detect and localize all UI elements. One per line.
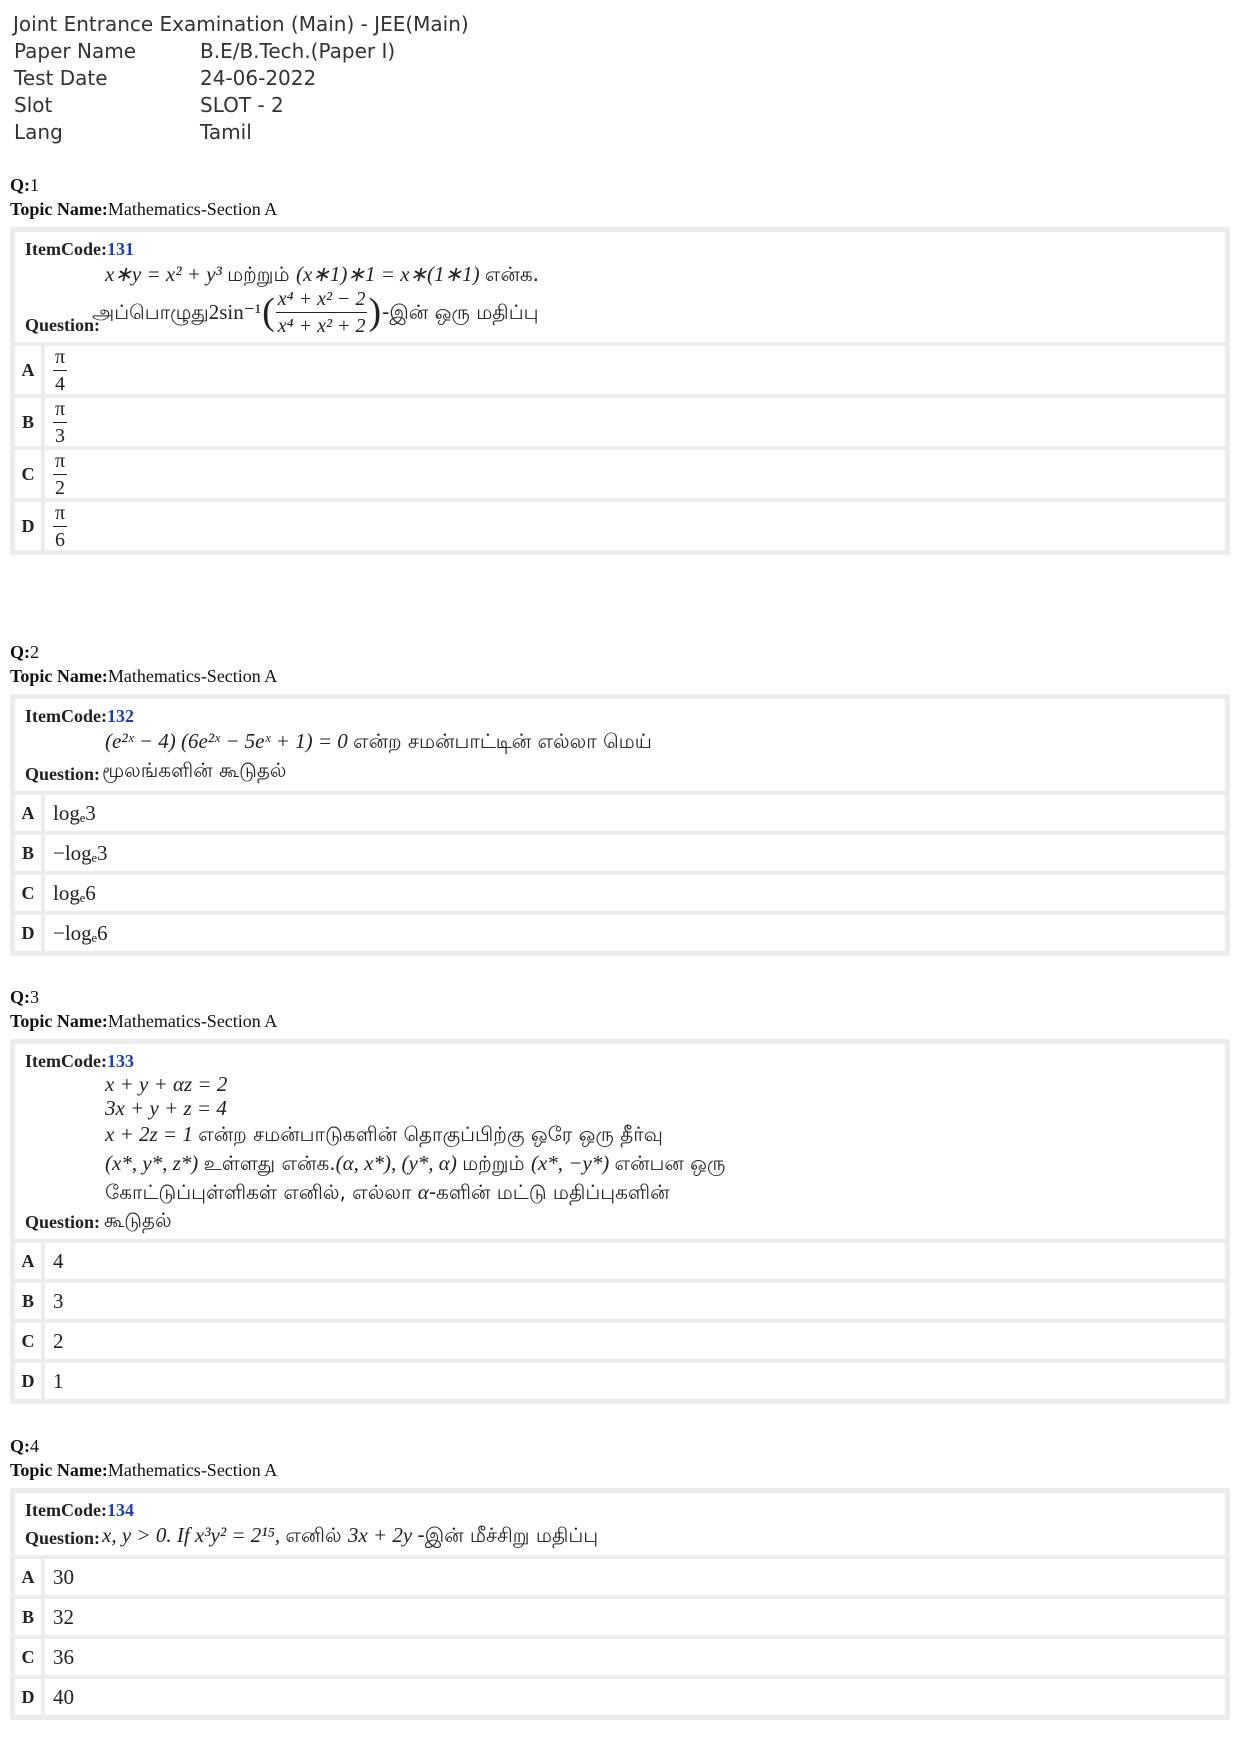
question-row [15, 1493, 1225, 1555]
option-value: 36 [53, 1644, 74, 1669]
topic-name: Topic Name:Mathematics-Section A [10, 1460, 278, 1480]
option-row[interactable] [15, 498, 1225, 550]
info-row [13, 92, 395, 119]
option-value: 1 [53, 1368, 64, 1393]
question-block-2 [10, 640, 1230, 956]
question-box [10, 1488, 1230, 1720]
question-box [10, 227, 1230, 555]
option-value: logₑ3 [53, 800, 96, 825]
option-value: $\frac{\pi}{3}$ [55, 397, 66, 447]
question-label: Question: [25, 764, 101, 784]
option-row[interactable] [15, 342, 1225, 394]
topic-name: Topic Name:Mathematics-Section A [10, 1011, 278, 1031]
option-letter: D [15, 502, 45, 550]
info-value: Tamil [200, 120, 252, 144]
option-row[interactable] [15, 791, 1225, 831]
question-row [15, 1044, 1225, 1239]
option-value: −logₑ6 [53, 920, 108, 945]
info-key: Test Date [14, 66, 108, 90]
question-statement-line: (x*, y*, z*) உள்ளது என்க.(α, x*), (y*, α) மற்றும் (x*, −y*) என்பன ஒரு [105, 1151, 726, 1175]
fraction: $\frac{\text{x⁴ + x² − 2}}{\text{x⁴ + x² + 2}}$ [277, 288, 366, 337]
question-block-1 [10, 173, 1230, 555]
item-code: ItemCode:132 [25, 706, 134, 726]
option-row[interactable] [15, 1555, 1225, 1595]
info-value: 24-06-2022 [200, 66, 317, 90]
option-row[interactable] [15, 1675, 1225, 1715]
info-row [13, 38, 395, 65]
question-statement-line: x, y > 0. If x³y² = 2¹⁵, எனில் 3x + 2y -இன் மீச்சிறு மதிப்பு [102, 1523, 599, 1547]
question-statement-line: கோட்டுப்புள்ளிகள் எனில், எல்லா α-களின் மட்டு மதிப்புகளின் [105, 1180, 670, 1204]
option-value: −logₑ3 [53, 840, 108, 865]
option-letter: B [15, 398, 45, 446]
option-letter: A [15, 1559, 45, 1595]
question-statement-line: அப்பொழுது 2sin⁻¹ ( $\frac{\text{x⁴ + x² − 2}}{\text{x⁴ + x² + 2}}$ ) -இன் ஒரு மதிப்பு [92, 288, 539, 337]
question-number: Q:4 [10, 1436, 39, 1456]
option-letter: A [15, 1243, 45, 1279]
question-statement-line: கூடுதல் [104, 1208, 172, 1232]
info-key: Paper Name [14, 39, 137, 63]
info-key: Slot [14, 93, 53, 117]
option-row[interactable] [15, 871, 1225, 911]
exam-info-table [13, 38, 395, 146]
option-value: 4 [53, 1248, 64, 1273]
question-number: Q:1 [10, 175, 39, 195]
question-statement-line: 3x + y + z = 4 [105, 1096, 227, 1120]
option-letter: A [15, 346, 45, 394]
question-statement-line: (e²ˣ − 4) (6e²ˣ − 5eˣ + 1) = 0 என்ற சமன்பாட்டின் எல்லா மெய் [105, 729, 652, 753]
option-letter: D [15, 1363, 45, 1399]
question-box [10, 1039, 1230, 1404]
option-row[interactable] [15, 911, 1225, 951]
option-letter: C [15, 875, 45, 911]
info-row [13, 65, 395, 92]
option-row[interactable] [15, 1359, 1225, 1399]
option-value: $\frac{\pi}{4}$ [55, 345, 66, 395]
option-row[interactable] [15, 446, 1225, 498]
option-letter: C [15, 1639, 45, 1675]
info-value: SLOT - 2 [200, 93, 284, 117]
question-statement-line: x + 2z = 1 என்ற சமன்பாடுகளின் தொகுப்பிற்கு ஒரே ஒரு தீர்வு [105, 1122, 663, 1146]
option-letter: D [15, 915, 45, 951]
question-block-4 [10, 1434, 1230, 1720]
option-row[interactable] [15, 1239, 1225, 1279]
option-letter: B [15, 835, 45, 871]
option-letter: D [15, 1679, 45, 1715]
option-value: logₑ6 [53, 880, 96, 905]
option-row[interactable] [15, 1279, 1225, 1319]
option-letter: B [15, 1599, 45, 1635]
option-value: 40 [53, 1684, 74, 1709]
question-number: Q:3 [10, 987, 39, 1007]
question-row [15, 232, 1225, 342]
option-row[interactable] [15, 1319, 1225, 1359]
info-row [13, 119, 395, 146]
option-value: 32 [53, 1604, 74, 1629]
question-statement-line: x + y + αz = 2 [105, 1072, 228, 1096]
question-box [10, 694, 1230, 956]
item-code: ItemCode:131 [25, 239, 134, 259]
question-label: Question: [25, 1528, 101, 1548]
question-row [15, 699, 1225, 791]
question-statement-line: x∗y = x² + y³ மற்றும் (x∗1)∗1 = x∗(1∗1) என்க. [105, 262, 540, 286]
option-row[interactable] [15, 1635, 1225, 1675]
option-row[interactable] [15, 1595, 1225, 1635]
option-letter: C [15, 450, 45, 498]
option-value: 3 [53, 1288, 64, 1313]
info-key: Lang [14, 120, 63, 144]
exam-header [13, 10, 469, 146]
option-value: $\frac{\pi}{6}$ [55, 501, 66, 551]
item-code: ItemCode:133 [25, 1051, 134, 1071]
exam-title: Joint Entrance Examination (Main) - JEE(Main) [13, 12, 469, 36]
item-code: ItemCode:134 [25, 1500, 134, 1520]
info-value: B.E/B.Tech.(Paper I) [200, 39, 396, 63]
question-statement-line: மூலங்களின் கூடுதல் [102, 758, 287, 782]
option-value: 2 [53, 1328, 64, 1353]
option-value: $\frac{\pi}{2}$ [55, 449, 66, 499]
option-value: 30 [53, 1564, 74, 1589]
option-letter: B [15, 1283, 45, 1319]
question-block-3 [10, 985, 1230, 1404]
option-letter: A [15, 795, 45, 831]
option-letter: C [15, 1323, 45, 1359]
topic-name: Topic Name:Mathematics-Section A [10, 199, 278, 219]
question-label: Question: [25, 315, 101, 335]
option-row[interactable] [15, 831, 1225, 871]
question-label: Question: [25, 1212, 101, 1232]
topic-name: Topic Name:Mathematics-Section A [10, 666, 278, 686]
option-row[interactable] [15, 394, 1225, 446]
question-number: Q:2 [10, 642, 39, 662]
